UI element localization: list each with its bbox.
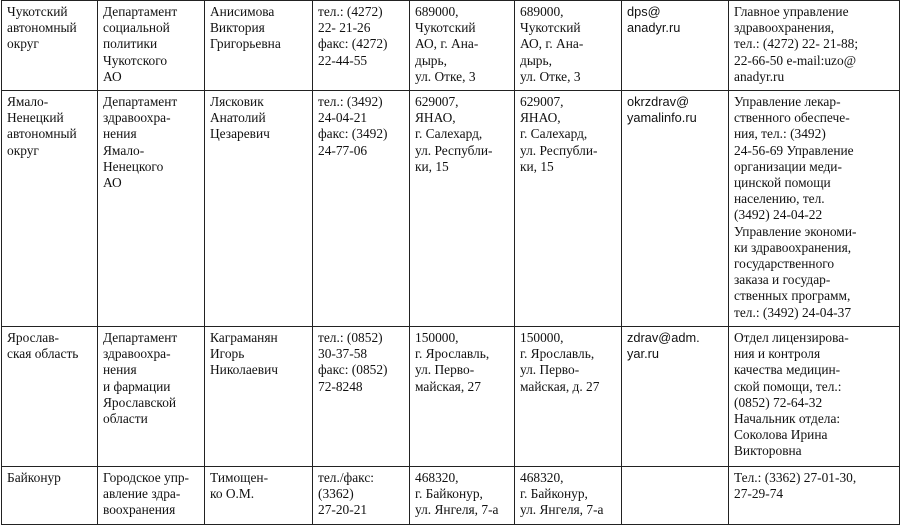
address-cell: 689000, Чукотский АО, г. Ана- дырь, ул. Отке, 3 (410, 1, 515, 91)
head-cell: Каграманян Игорь Николаевич (205, 327, 313, 467)
note-cell: Отдел лицензирова- ния и контроля качества медицин- ской помощи, тел.: (0852) 72-64-32 Начальник отдела: Соколова Ирина Викторовна (729, 327, 900, 467)
head-cell: Анисимова Виктория Григорьевна (205, 1, 313, 91)
address-cell: 629007, ЯНАО, г. Салехард, ул. Республи- ки, 15 (410, 91, 515, 327)
head-cell: Тимощен- ко О.М. (205, 467, 313, 525)
postal-address-cell: 468320, г. Байконур, ул. Янгеля, 7-а (515, 467, 622, 525)
region-cell: Ямало- Ненецкий автономный округ (2, 91, 98, 327)
phone-cell: тел.: (4272) 22- 21-26 факс: (4272) 22-44-55 (313, 1, 410, 91)
note-cell: Управление лекар- ственного обеспече- ния, тел.: (3492) 24-56-69 Управление организации меди- цинской помощи населению, тел. (3492) 24-04-22 Управление экономи- ки здравоохранения, государственного заказа и государ- ственных программ, тел.: (3492) 24-04-37 (729, 91, 900, 327)
phone-cell: тел.: (0852) 30-37-58 факс: (0852) 72-8248 (313, 327, 410, 467)
table-row (2, 91, 900, 327)
address-cell: 150000, г. Ярославль, ул. Перво- майская, 27 (410, 327, 515, 467)
department-cell: Городское упр- авление здра- воохранения (98, 467, 205, 525)
postal-address-cell: 629007, ЯНАО, г. Салехард, ул. Республи- ки, 15 (515, 91, 622, 327)
note-cell: Главное управление здравоохранения, тел.: (4272) 22- 21-88; 22-66-50 e-mail:uzo@ anadyr.ru (729, 1, 900, 91)
table-row (2, 467, 900, 525)
region-cell: Байконур (2, 467, 98, 525)
region-cell: Чукотский автономный округ (2, 1, 98, 91)
email-cell: dps@ anadyr.ru (622, 1, 729, 91)
email-cell: okrzdrav@ yamalinfo.ru (622, 91, 729, 327)
postal-address-cell: 689000, Чукотский АО, г. Ана- дырь, ул. Отке, 3 (515, 1, 622, 91)
department-cell: Департамент здравоохра- нения Ямало- Ненецкого АО (98, 91, 205, 327)
region-cell: Ярослав- ская область (2, 327, 98, 467)
email-cell: zdrav@adm. yar.ru (622, 327, 729, 467)
address-cell: 468320, г. Байконур, ул. Янгеля, 7-а (410, 467, 515, 525)
phone-cell: тел.: (3492) 24-04-21 факс: (3492) 24-77-06 (313, 91, 410, 327)
table-row (2, 327, 900, 467)
phone-cell: тел./факс: (3362) 27-20-21 (313, 467, 410, 525)
table-row (2, 1, 900, 91)
email-cell (622, 467, 729, 525)
department-cell: Департамент здравоохра- нения и фармации Ярославской области (98, 327, 205, 467)
head-cell: Лясковик Анатолий Цезаревич (205, 91, 313, 327)
contacts-table (1, 0, 900, 525)
postal-address-cell: 150000, г. Ярославль, ул. Перво- майская, д. 27 (515, 327, 622, 467)
department-cell: Департамент социальной политики Чукотского АО (98, 1, 205, 91)
note-cell: Тел.: (3362) 27-01-30, 27-29-74 (729, 467, 900, 525)
